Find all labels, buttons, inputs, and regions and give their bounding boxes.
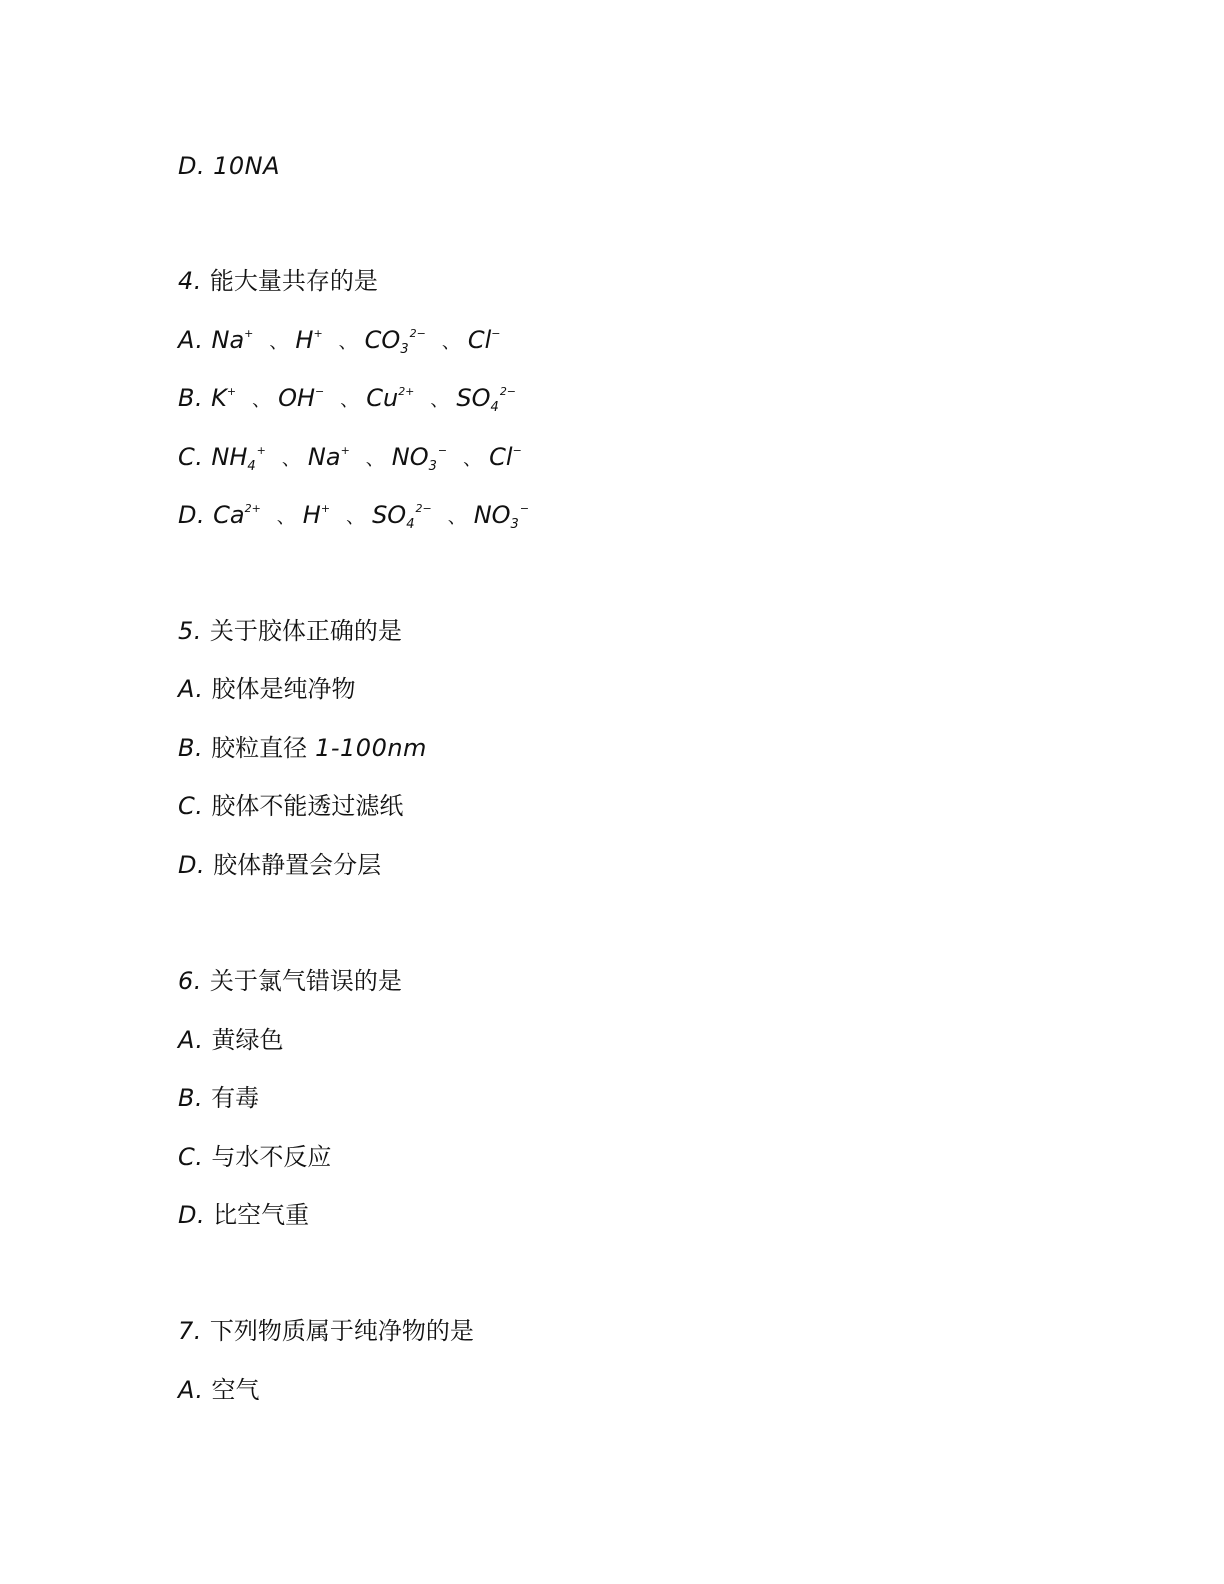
ion: $Cu^{2+}$: [366, 384, 415, 412]
question-4-option-d: [178, 499, 529, 531]
ion: K+: [211, 384, 237, 412]
separator: 、: [365, 449, 384, 470]
question-text: 关于氯气错误的是: [209, 967, 402, 995]
option-label: B.: [178, 1084, 204, 1112]
ion: $NH_4^+$: [211, 443, 266, 474]
question-5-option-d: [178, 849, 381, 881]
option-label: A.: [178, 675, 204, 703]
question-4: [178, 265, 378, 297]
question-text: 能大量共存的是: [209, 267, 378, 295]
option-text: 黄绿色: [211, 1026, 284, 1054]
option-label: C.: [178, 1143, 204, 1171]
option-label: B.: [178, 384, 204, 412]
option-label: A.: [178, 326, 204, 354]
question-number: 6.: [178, 967, 202, 995]
question-5: [178, 615, 402, 647]
ion: $NO_3^-$: [391, 443, 448, 474]
question-5-option-a: [178, 673, 356, 705]
question-5-option-c: [178, 790, 403, 822]
option-text: 胶体静置会分层: [213, 851, 382, 879]
question-4-option-a: [178, 324, 500, 356]
separator: 、: [430, 390, 449, 411]
question-6-option-a: [178, 1024, 284, 1056]
ion: Na+: [211, 326, 254, 354]
ion: OH−: [278, 384, 325, 412]
option-text: 胶体不能透过滤纸: [211, 792, 404, 820]
question-text: 关于胶体正确的是: [209, 617, 402, 645]
question-text: 下列物质属于纯净物的是: [209, 1317, 474, 1345]
question-7: [178, 1315, 474, 1347]
option-text: 胶粒直径: [211, 734, 308, 762]
separator: 、: [281, 449, 300, 470]
separator: 、: [252, 390, 271, 411]
separator: 、: [447, 507, 466, 528]
ion: Cl−: [489, 443, 522, 471]
question-6: [178, 965, 402, 997]
ion: $CO_3^{2-}$: [364, 326, 426, 357]
question-7-option-a: [178, 1374, 260, 1406]
option-label: A.: [178, 1026, 204, 1054]
ion: Na+: [307, 443, 350, 471]
question-6-option-d: [178, 1199, 309, 1231]
separator: 、: [346, 507, 365, 528]
question-6-option-c: [178, 1141, 331, 1173]
ion: H+: [302, 501, 331, 529]
separator: 、: [441, 332, 460, 353]
ion: $Ca^{2+}$: [213, 501, 261, 529]
separator: 、: [338, 332, 357, 353]
option-text: 胶体是纯净物: [211, 675, 356, 703]
option-label: C.: [178, 792, 204, 820]
option-d-prev: [178, 150, 280, 182]
ion: $NO_3^-$: [473, 501, 530, 532]
ion: Cl−: [467, 326, 501, 354]
option-text: 10NA: [213, 152, 281, 180]
ion: $SO_4^{2-}$: [456, 384, 517, 415]
option-label: A.: [178, 1376, 204, 1404]
option-label: B.: [178, 734, 204, 762]
ion: H+: [295, 326, 323, 354]
separator: 、: [340, 390, 359, 411]
option-label: D.: [178, 501, 206, 529]
separator: 、: [463, 449, 482, 470]
option-value: 1-100nm: [315, 734, 427, 762]
option-text: 与水不反应: [211, 1143, 332, 1171]
option-label: D.: [178, 1201, 206, 1229]
option-text: 空气: [211, 1376, 260, 1404]
question-4-option-c: [178, 441, 522, 473]
question-number: 5.: [178, 617, 202, 645]
option-label: C.: [178, 443, 204, 471]
option-label: D.: [178, 851, 206, 879]
question-number: 7.: [178, 1317, 202, 1345]
option-text: 有毒: [211, 1084, 260, 1112]
separator: 、: [269, 332, 288, 353]
option-label: D.: [178, 152, 206, 180]
question-number: 4.: [178, 267, 202, 295]
option-text: 比空气重: [213, 1201, 310, 1229]
question-5-option-b: [178, 732, 427, 764]
ion: $SO_4^{2-}$: [372, 501, 432, 532]
separator: 、: [276, 507, 295, 528]
question-4-option-b: [178, 382, 516, 414]
question-6-option-b: [178, 1082, 259, 1114]
